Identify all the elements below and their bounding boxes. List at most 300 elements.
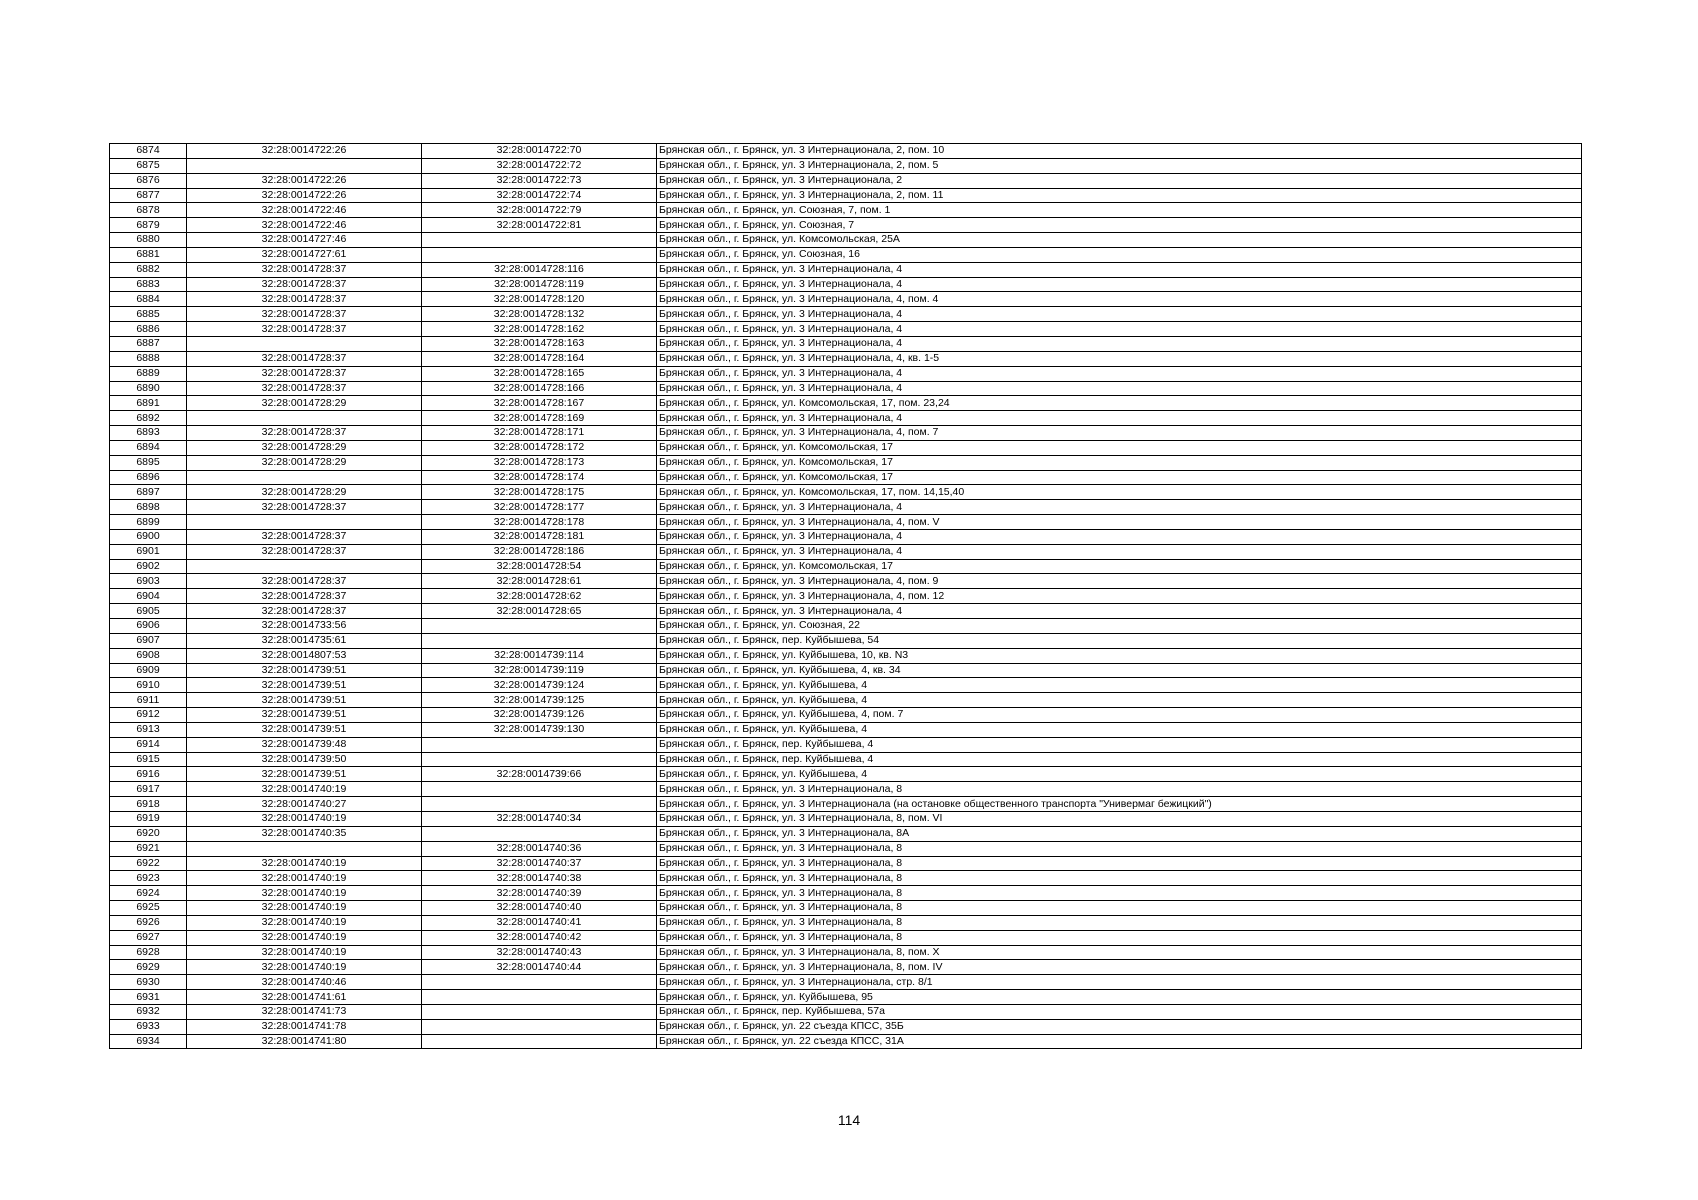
address-cell: Брянская обл., г. Брянск, ул. 3 Интернационала, 4, пом. V — [657, 515, 1582, 530]
row-number-cell: 6893 — [110, 426, 187, 441]
row-number-cell: 6916 — [110, 767, 187, 782]
table-row — [110, 336, 1582, 351]
table-row — [110, 144, 1582, 159]
address-cell: Брянская обл., г. Брянск, ул. 3 Интернационала, 4, пом. 12 — [657, 589, 1582, 604]
address-cell: Брянская обл., г. Брянск, ул. 3 Интернационала, 8, пом. X — [657, 945, 1582, 960]
address-cell: Брянская обл., г. Брянск, ул. Союзная, 22 — [657, 619, 1582, 634]
object-number-cell: 32:28:0014740:43 — [422, 945, 657, 960]
parcel-number-cell: 32:28:0014739:51 — [187, 767, 422, 782]
table-row — [110, 767, 1582, 782]
row-number-cell: 6934 — [110, 1034, 187, 1049]
parcel-number-cell: 32:28:0014728:29 — [187, 455, 422, 470]
parcel-number-cell: 32:28:0014740:19 — [187, 886, 422, 901]
parcel-number-cell: 32:28:0014741:80 — [187, 1034, 422, 1049]
parcel-number-cell: 32:28:0014728:37 — [187, 529, 422, 544]
table-row — [110, 960, 1582, 975]
object-number-cell: 32:28:0014739:126 — [422, 708, 657, 723]
parcel-number-cell: 32:28:0014722:26 — [187, 144, 422, 159]
object-number-cell: 32:28:0014728:119 — [422, 277, 657, 292]
table-row — [110, 752, 1582, 767]
object-number-cell: 32:28:0014739:130 — [422, 722, 657, 737]
row-number-cell: 6881 — [110, 247, 187, 262]
row-number-cell: 6923 — [110, 871, 187, 886]
object-number-cell — [422, 633, 657, 648]
parcel-number-cell: 32:28:0014722:26 — [187, 173, 422, 188]
parcel-number-cell — [187, 411, 422, 426]
parcel-number-cell — [187, 158, 422, 173]
object-number-cell: 32:28:0014739:125 — [422, 693, 657, 708]
row-number-cell: 6924 — [110, 886, 187, 901]
parcel-number-cell: 32:28:0014739:51 — [187, 663, 422, 678]
address-cell: Брянская обл., г. Брянск, ул. Комсомольская, 25А — [657, 233, 1582, 248]
table-row — [110, 901, 1582, 916]
row-number-cell: 6918 — [110, 797, 187, 812]
parcel-number-cell: 32:28:0014740:19 — [187, 811, 422, 826]
parcel-number-cell: 32:28:0014728:29 — [187, 485, 422, 500]
object-number-cell: 32:28:0014728:174 — [422, 470, 657, 485]
address-cell: Брянская обл., г. Брянск, ул. 3 Интернационала, 8, пом. IV — [657, 960, 1582, 975]
parcel-number-cell: 32:28:0014739:50 — [187, 752, 422, 767]
row-number-cell: 6878 — [110, 203, 187, 218]
row-number-cell: 6877 — [110, 188, 187, 203]
row-number-cell: 6900 — [110, 529, 187, 544]
parcel-number-cell: 32:28:0014740:19 — [187, 871, 422, 886]
table-row — [110, 173, 1582, 188]
address-cell: Брянская обл., г. Брянск, ул. Союзная, 7, пом. 1 — [657, 203, 1582, 218]
row-number-cell: 6896 — [110, 470, 187, 485]
parcel-number-cell: 32:28:0014728:37 — [187, 262, 422, 277]
parcel-number-cell: 32:28:0014740:35 — [187, 826, 422, 841]
row-number-cell: 6874 — [110, 144, 187, 159]
table-row — [110, 797, 1582, 812]
page-number: 114 — [837, 1112, 861, 1128]
row-number-cell: 6930 — [110, 975, 187, 990]
table-row — [110, 678, 1582, 693]
object-number-cell: 32:28:0014722:70 — [422, 144, 657, 159]
address-cell: Брянская обл., г. Брянск, ул. 3 Интернационала, 4, пом. 7 — [657, 426, 1582, 441]
address-cell: Брянская обл., г. Брянск, ул. Комсомольская, 17 — [657, 440, 1582, 455]
parcel-number-cell: 32:28:0014722:26 — [187, 188, 422, 203]
row-number-cell: 6883 — [110, 277, 187, 292]
table-row — [110, 930, 1582, 945]
table-row — [110, 247, 1582, 262]
registry-table-body — [110, 144, 1582, 1049]
table-row — [110, 1004, 1582, 1019]
table-row — [110, 574, 1582, 589]
parcel-number-cell: 32:28:0014728:37 — [187, 277, 422, 292]
object-number-cell: 32:28:0014740:44 — [422, 960, 657, 975]
row-number-cell: 6927 — [110, 930, 187, 945]
address-cell: Брянская обл., г. Брянск, ул. 3 Интернационала, 4 — [657, 307, 1582, 322]
object-number-cell: 32:28:0014740:34 — [422, 811, 657, 826]
address-cell: Брянская обл., г. Брянск, ул. 3 Интернационала, 8 — [657, 930, 1582, 945]
address-cell: Брянская обл., г. Брянск, ул. 3 Интернационала, 8, пом. VI — [657, 811, 1582, 826]
address-cell: Брянская обл., г. Брянск, ул. 3 Интернационала, 4 — [657, 529, 1582, 544]
parcel-number-cell: 32:28:0014740:19 — [187, 901, 422, 916]
address-cell: Брянская обл., г. Брянск, ул. Куйбышева, 4 — [657, 722, 1582, 737]
address-cell: Брянская обл., г. Брянск, ул. 3 Интернационала, 4 — [657, 277, 1582, 292]
address-cell: Брянская обл., г. Брянск, пер. Куйбышева, 4 — [657, 752, 1582, 767]
parcel-number-cell: 32:28:0014727:46 — [187, 233, 422, 248]
row-number-cell: 6897 — [110, 485, 187, 500]
row-number-cell: 6919 — [110, 811, 187, 826]
row-number-cell: 6903 — [110, 574, 187, 589]
object-number-cell: 32:28:0014728:61 — [422, 574, 657, 589]
object-number-cell: 32:28:0014740:42 — [422, 930, 657, 945]
object-number-cell: 32:28:0014728:169 — [422, 411, 657, 426]
object-number-cell: 32:28:0014739:124 — [422, 678, 657, 693]
object-number-cell: 32:28:0014728:162 — [422, 322, 657, 337]
object-number-cell — [422, 233, 657, 248]
row-number-cell: 6904 — [110, 589, 187, 604]
address-cell: Брянская обл., г. Брянск, ул. 3 Интернационала, 8 — [657, 901, 1582, 916]
row-number-cell: 6894 — [110, 440, 187, 455]
address-cell: Брянская обл., г. Брянск, ул. 3 Интернационала, 2, пом. 10 — [657, 144, 1582, 159]
parcel-number-cell: 32:28:0014728:37 — [187, 589, 422, 604]
table-row — [110, 262, 1582, 277]
object-number-cell — [422, 1019, 657, 1034]
object-number-cell: 32:28:0014728:165 — [422, 366, 657, 381]
object-number-cell — [422, 619, 657, 634]
table-row — [110, 366, 1582, 381]
parcel-number-cell: 32:28:0014740:19 — [187, 945, 422, 960]
address-cell: Брянская обл., г. Брянск, ул. Куйбышева, 4, пом. 7 — [657, 708, 1582, 723]
object-number-cell: 32:28:0014728:62 — [422, 589, 657, 604]
object-number-cell: 32:28:0014728:164 — [422, 351, 657, 366]
address-cell: Брянская обл., г. Брянск, ул. Комсомольская, 17, пом. 14,15,40 — [657, 485, 1582, 500]
table-row — [110, 589, 1582, 604]
table-row — [110, 990, 1582, 1005]
row-number-cell: 6906 — [110, 619, 187, 634]
row-number-cell: 6899 — [110, 515, 187, 530]
address-cell: Брянская обл., г. Брянск, ул. 3 Интернационала, 8А — [657, 826, 1582, 841]
parcel-number-cell: 32:28:0014728:37 — [187, 604, 422, 619]
table-row — [110, 233, 1582, 248]
row-number-cell: 6911 — [110, 693, 187, 708]
table-row — [110, 811, 1582, 826]
object-number-cell: 32:28:0014728:171 — [422, 426, 657, 441]
address-cell: Брянская обл., г. Брянск, ул. 3 Интернационала, 4, пом. 9 — [657, 574, 1582, 589]
object-number-cell: 32:28:0014722:79 — [422, 203, 657, 218]
object-number-cell — [422, 782, 657, 797]
address-cell: Брянская обл., г. Брянск, ул. Комсомольская, 17 — [657, 455, 1582, 470]
row-number-cell: 6879 — [110, 218, 187, 233]
table-row — [110, 322, 1582, 337]
address-cell: Брянская обл., г. Брянск, ул. 3 Интернационала, 4, пом. 4 — [657, 292, 1582, 307]
parcel-number-cell — [187, 470, 422, 485]
address-cell: Брянская обл., г. Брянск, ул. 3 Интернационала (на остановке общественного транспорта "Универмаг бежицкий") — [657, 797, 1582, 812]
row-number-cell: 6887 — [110, 336, 187, 351]
row-number-cell: 6890 — [110, 381, 187, 396]
parcel-number-cell: 32:28:0014739:48 — [187, 737, 422, 752]
row-number-cell: 6910 — [110, 678, 187, 693]
object-number-cell: 32:28:0014728:173 — [422, 455, 657, 470]
row-number-cell: 6905 — [110, 604, 187, 619]
object-number-cell: 32:28:0014739:114 — [422, 648, 657, 663]
row-number-cell: 6925 — [110, 901, 187, 916]
object-number-cell — [422, 990, 657, 1005]
parcel-number-cell: 32:28:0014807:53 — [187, 648, 422, 663]
object-number-cell: 32:28:0014740:41 — [422, 915, 657, 930]
object-number-cell: 32:28:0014728:120 — [422, 292, 657, 307]
table-row — [110, 708, 1582, 723]
address-cell: Брянская обл., г. Брянск, ул. 3 Интернационала, 4 — [657, 322, 1582, 337]
parcel-number-cell: 32:28:0014728:37 — [187, 574, 422, 589]
row-number-cell: 6926 — [110, 915, 187, 930]
object-number-cell: 32:28:0014728:172 — [422, 440, 657, 455]
parcel-number-cell: 32:28:0014728:37 — [187, 366, 422, 381]
parcel-number-cell: 32:28:0014740:46 — [187, 975, 422, 990]
row-number-cell: 6913 — [110, 722, 187, 737]
row-number-cell: 6876 — [110, 173, 187, 188]
table-row — [110, 559, 1582, 574]
parcel-number-cell: 32:28:0014728:37 — [187, 544, 422, 559]
row-number-cell: 6933 — [110, 1019, 187, 1034]
row-number-cell: 6915 — [110, 752, 187, 767]
row-number-cell: 6882 — [110, 262, 187, 277]
parcel-number-cell — [187, 841, 422, 856]
table-row — [110, 411, 1582, 426]
object-number-cell — [422, 975, 657, 990]
table-row — [110, 381, 1582, 396]
table-row — [110, 307, 1582, 322]
object-number-cell: 32:28:0014740:40 — [422, 901, 657, 916]
table-row — [110, 485, 1582, 500]
row-number-cell: 6885 — [110, 307, 187, 322]
table-row — [110, 975, 1582, 990]
parcel-number-cell: 32:28:0014740:19 — [187, 782, 422, 797]
parcel-number-cell: 32:28:0014728:37 — [187, 351, 422, 366]
row-number-cell: 6898 — [110, 500, 187, 515]
table-row — [110, 633, 1582, 648]
row-number-cell: 6929 — [110, 960, 187, 975]
parcel-number-cell: 32:28:0014741:61 — [187, 990, 422, 1005]
table-row — [110, 604, 1582, 619]
address-cell: Брянская обл., г. Брянск, ул. Куйбышева, 4 — [657, 678, 1582, 693]
parcel-number-cell: 32:28:0014727:61 — [187, 247, 422, 262]
address-cell: Брянская обл., г. Брянск, ул. Союзная, 16 — [657, 247, 1582, 262]
address-cell: Брянская обл., г. Брянск, ул. 3 Интернационала, 2, пом. 11 — [657, 188, 1582, 203]
object-number-cell — [422, 1034, 657, 1049]
parcel-number-cell: 32:28:0014741:78 — [187, 1019, 422, 1034]
object-number-cell — [422, 737, 657, 752]
parcel-number-cell: 32:28:0014728:37 — [187, 307, 422, 322]
object-number-cell: 32:28:0014739:66 — [422, 767, 657, 782]
object-number-cell: 32:28:0014740:36 — [422, 841, 657, 856]
table-row — [110, 544, 1582, 559]
table-row — [110, 945, 1582, 960]
table-row — [110, 1034, 1582, 1049]
parcel-number-cell: 32:28:0014728:37 — [187, 322, 422, 337]
object-number-cell — [422, 826, 657, 841]
parcel-number-cell — [187, 515, 422, 530]
row-number-cell: 6907 — [110, 633, 187, 648]
address-cell: Брянская обл., г. Брянск, ул. Куйбышева, 4 — [657, 767, 1582, 782]
object-number-cell: 32:28:0014728:167 — [422, 396, 657, 411]
address-cell: Брянская обл., г. Брянск, ул. 3 Интернационала, 8 — [657, 886, 1582, 901]
table-row — [110, 292, 1582, 307]
table-row — [110, 915, 1582, 930]
object-number-cell — [422, 1004, 657, 1019]
row-number-cell: 6908 — [110, 648, 187, 663]
object-number-cell: 32:28:0014740:39 — [422, 886, 657, 901]
address-cell: Брянская обл., г. Брянск, пер. Куйбышева, 57а — [657, 1004, 1582, 1019]
address-cell: Брянская обл., г. Брянск, ул. 22 съезда КПСС, 35Б — [657, 1019, 1582, 1034]
object-number-cell: 32:28:0014728:116 — [422, 262, 657, 277]
registry-table — [109, 143, 1582, 1049]
row-number-cell: 6875 — [110, 158, 187, 173]
parcel-number-cell: 32:28:0014740:27 — [187, 797, 422, 812]
object-number-cell: 32:28:0014740:38 — [422, 871, 657, 886]
parcel-number-cell: 32:28:0014739:51 — [187, 678, 422, 693]
parcel-number-cell: 32:28:0014739:51 — [187, 722, 422, 737]
address-cell: Брянская обл., г. Брянск, ул. 3 Интернационала, 4, кв. 1-5 — [657, 351, 1582, 366]
row-number-cell: 6895 — [110, 455, 187, 470]
table-row — [110, 455, 1582, 470]
row-number-cell: 6920 — [110, 826, 187, 841]
row-number-cell: 6901 — [110, 544, 187, 559]
parcel-number-cell: 32:28:0014722:46 — [187, 218, 422, 233]
parcel-number-cell: 32:28:0014740:19 — [187, 930, 422, 945]
object-number-cell: 32:28:0014728:54 — [422, 559, 657, 574]
address-cell: Брянская обл., г. Брянск, ул. 3 Интернационала, 8 — [657, 856, 1582, 871]
address-cell: Брянская обл., г. Брянск, ул. 3 Интернационала, 8 — [657, 841, 1582, 856]
row-number-cell: 6909 — [110, 663, 187, 678]
table-row — [110, 782, 1582, 797]
table-row — [110, 737, 1582, 752]
table-row — [110, 351, 1582, 366]
parcel-number-cell: 32:28:0014728:29 — [187, 396, 422, 411]
address-cell: Брянская обл., г. Брянск, пер. Куйбышева, 54 — [657, 633, 1582, 648]
address-cell: Брянская обл., г. Брянск, ул. 22 съезда КПСС, 31А — [657, 1034, 1582, 1049]
object-number-cell: 32:28:0014722:81 — [422, 218, 657, 233]
row-number-cell: 6917 — [110, 782, 187, 797]
table-row — [110, 188, 1582, 203]
address-cell: Брянская обл., г. Брянск, ул. 3 Интернационала, 4 — [657, 544, 1582, 559]
parcel-number-cell: 32:28:0014728:37 — [187, 500, 422, 515]
table-row — [110, 663, 1582, 678]
row-number-cell: 6921 — [110, 841, 187, 856]
parcel-number-cell: 32:28:0014735:61 — [187, 633, 422, 648]
table-row — [110, 1019, 1582, 1034]
address-cell: Брянская обл., г. Брянск, ул. 3 Интернационала, 4 — [657, 336, 1582, 351]
address-cell: Брянская обл., г. Брянск, ул. 3 Интернационала, 4 — [657, 604, 1582, 619]
object-number-cell: 32:28:0014728:186 — [422, 544, 657, 559]
address-cell: Брянская обл., г. Брянск, ул. 3 Интернационала, 2, пом. 5 — [657, 158, 1582, 173]
table-row — [110, 470, 1582, 485]
address-cell: Брянская обл., г. Брянск, ул. 3 Интернационала, 8 — [657, 871, 1582, 886]
row-number-cell: 6892 — [110, 411, 187, 426]
object-number-cell — [422, 752, 657, 767]
address-cell: Брянская обл., г. Брянск, ул. Комсомольская, 17 — [657, 470, 1582, 485]
address-cell: Брянская обл., г. Брянск, ул. Куйбышева, 95 — [657, 990, 1582, 1005]
object-number-cell: 32:28:0014728:65 — [422, 604, 657, 619]
row-number-cell: 6891 — [110, 396, 187, 411]
object-number-cell — [422, 247, 657, 262]
address-cell: Брянская обл., г. Брянск, ул. 3 Интернационала, 2 — [657, 173, 1582, 188]
table-row — [110, 500, 1582, 515]
table-row — [110, 886, 1582, 901]
address-cell: Брянская обл., г. Брянск, ул. 3 Интернационала, 8 — [657, 782, 1582, 797]
row-number-cell: 6932 — [110, 1004, 187, 1019]
address-cell: Брянская обл., г. Брянск, ул. Комсомольская, 17 — [657, 559, 1582, 574]
table-row — [110, 396, 1582, 411]
table-row — [110, 203, 1582, 218]
object-number-cell: 32:28:0014739:119 — [422, 663, 657, 678]
table-row — [110, 693, 1582, 708]
address-cell: Брянская обл., г. Брянск, ул. Куйбышева, 4 — [657, 693, 1582, 708]
object-number-cell: 32:28:0014722:74 — [422, 188, 657, 203]
table-row — [110, 722, 1582, 737]
table-row — [110, 158, 1582, 173]
object-number-cell: 32:28:0014740:37 — [422, 856, 657, 871]
row-number-cell: 6880 — [110, 233, 187, 248]
address-cell: Брянская обл., г. Брянск, ул. Комсомольская, 17, пом. 23,24 — [657, 396, 1582, 411]
object-number-cell: 32:28:0014728:163 — [422, 336, 657, 351]
address-cell: Брянская обл., г. Брянск, ул. Куйбышева, 10, кв. N3 — [657, 648, 1582, 663]
object-number-cell: 32:28:0014728:177 — [422, 500, 657, 515]
parcel-number-cell: 32:28:0014741:73 — [187, 1004, 422, 1019]
address-cell: Брянская обл., г. Брянск, пер. Куйбышева, 4 — [657, 737, 1582, 752]
parcel-number-cell: 32:28:0014722:46 — [187, 203, 422, 218]
parcel-number-cell: 32:28:0014740:19 — [187, 856, 422, 871]
address-cell: Брянская обл., г. Брянск, ул. Куйбышева, 4, кв. 34 — [657, 663, 1582, 678]
row-number-cell: 6902 — [110, 559, 187, 574]
parcel-number-cell: 32:28:0014728:29 — [187, 440, 422, 455]
parcel-number-cell — [187, 336, 422, 351]
table-row — [110, 218, 1582, 233]
row-number-cell: 6889 — [110, 366, 187, 381]
parcel-number-cell: 32:28:0014740:19 — [187, 960, 422, 975]
row-number-cell: 6922 — [110, 856, 187, 871]
parcel-number-cell: 32:28:0014739:51 — [187, 708, 422, 723]
object-number-cell: 32:28:0014728:166 — [422, 381, 657, 396]
row-number-cell: 6888 — [110, 351, 187, 366]
table-row — [110, 529, 1582, 544]
table-row — [110, 826, 1582, 841]
table-row — [110, 515, 1582, 530]
parcel-number-cell — [187, 559, 422, 574]
parcel-number-cell: 32:28:0014728:37 — [187, 292, 422, 307]
address-cell: Брянская обл., г. Брянск, ул. 3 Интернационала, 4 — [657, 262, 1582, 277]
row-number-cell: 6928 — [110, 945, 187, 960]
table-row — [110, 841, 1582, 856]
object-number-cell: 32:28:0014722:73 — [422, 173, 657, 188]
object-number-cell: 32:28:0014728:178 — [422, 515, 657, 530]
row-number-cell: 6912 — [110, 708, 187, 723]
parcel-number-cell: 32:28:0014739:51 — [187, 693, 422, 708]
parcel-number-cell: 32:28:0014740:19 — [187, 915, 422, 930]
address-cell: Брянская обл., г. Брянск, ул. 3 Интернационала, 4 — [657, 381, 1582, 396]
object-number-cell: 32:28:0014728:175 — [422, 485, 657, 500]
parcel-number-cell: 32:28:0014728:37 — [187, 426, 422, 441]
table-row — [110, 277, 1582, 292]
row-number-cell: 6931 — [110, 990, 187, 1005]
row-number-cell: 6914 — [110, 737, 187, 752]
parcel-number-cell: 32:28:0014728:37 — [187, 381, 422, 396]
object-number-cell: 32:28:0014722:72 — [422, 158, 657, 173]
object-number-cell — [422, 797, 657, 812]
table-row — [110, 871, 1582, 886]
address-cell: Брянская обл., г. Брянск, ул. 3 Интернационала, 4 — [657, 366, 1582, 381]
row-number-cell: 6884 — [110, 292, 187, 307]
address-cell: Брянская обл., г. Брянск, ул. 3 Интернационала, 8 — [657, 915, 1582, 930]
row-number-cell: 6886 — [110, 322, 187, 337]
object-number-cell: 32:28:0014728:181 — [422, 529, 657, 544]
address-cell: Брянская обл., г. Брянск, ул. 3 Интернационала, 4 — [657, 411, 1582, 426]
table-row — [110, 856, 1582, 871]
address-cell: Брянская обл., г. Брянск, ул. 3 Интернационала, 4 — [657, 500, 1582, 515]
